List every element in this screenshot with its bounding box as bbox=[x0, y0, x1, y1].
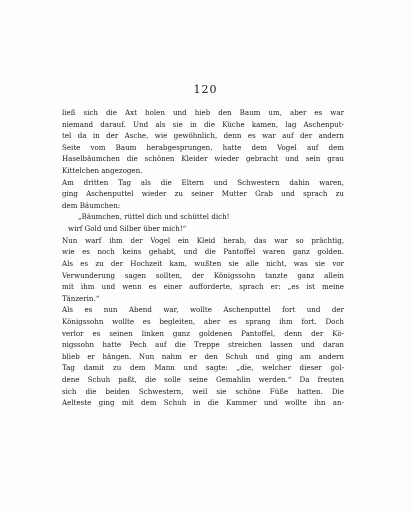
text-line: dene Schuh paßt, die solle seine Gemahlin werden.“ Da freuten bbox=[62, 375, 344, 385]
page-number: 120 bbox=[193, 83, 218, 96]
verse-line: „Bäumchen, rüttel dich und schüttel dich! bbox=[78, 212, 230, 222]
text-line: Nun warf ihm der Vogel ein Kleid herab, das war so prächtig, bbox=[62, 235, 344, 245]
text-line: ließ sich die Axt holen und hieb den Baum um, aber es war bbox=[62, 108, 344, 117]
text-line: Tänzerin.“ bbox=[62, 293, 100, 303]
text-line: verlor es seinen linken ganz goldenen Pantoffel, denn der Kö- bbox=[62, 328, 344, 338]
body-text bbox=[62, 107, 344, 409]
text-line: niemand darauf. Und als sie in die Küche kamen, lag Aschenput- bbox=[62, 119, 344, 129]
text-line: Aelteste ging mit dem Schuh in die Kammer und wollte ihn an- bbox=[62, 398, 344, 408]
text-line: nigssohn hatte Pech auf die Treppe streichen lassen und daran bbox=[62, 340, 344, 350]
text-line: Als es nun Abend war, wollte Aschenputtel fort und der bbox=[62, 305, 344, 315]
text-line: mit ihm und wenn es einer aufforderte, sprach er: „es ist meine bbox=[62, 282, 344, 292]
text-line: Königssohn wollte es begleiten, aber es sprang ihm fort. Doch bbox=[62, 316, 344, 326]
text-line: Tag damit zu dem Mann und sagte: „die, welcher dieser gol- bbox=[62, 363, 344, 373]
text-line: tel da in der Asche, wie gewöhnlich, denn es war auf der andern bbox=[62, 131, 344, 141]
text-line: Verwunderung sagen sollten, der Königssohn tanzte ganz allein bbox=[62, 270, 344, 280]
text-line: Am dritten Tag als die Eltern und Schwestern dahin waren, bbox=[62, 177, 344, 187]
text-line: blieb er hängen. Nun nahm er den Schuh und ging am andern bbox=[62, 351, 344, 361]
text-line: wie es noch keins gehabt, und die Pantoffel waren ganz golden. bbox=[62, 247, 344, 257]
text-line: sich die beiden Schwestern, weil sie schöne Füße hatten. Die bbox=[62, 386, 344, 396]
verse-line: wirf Gold und Silber über mich!“ bbox=[68, 224, 187, 234]
text-line: Haselbäumchen die schönen Kleider wieder gebracht und sein grau bbox=[62, 154, 344, 164]
text-line: Seite vom Baum herabgesprungen, hatte dem Vogel auf dem bbox=[62, 142, 344, 152]
text-line: dem Bäumchen: bbox=[62, 200, 121, 210]
text-line: ging Aschenputtel wieder zu seiner Mutter Grab und sprach zu bbox=[62, 189, 344, 199]
text-line: Als es zu der Hochzeit kam, wußten sie alle nicht, was sie vor bbox=[62, 258, 344, 268]
text-line: Kittelchen angezogen. bbox=[62, 166, 143, 176]
